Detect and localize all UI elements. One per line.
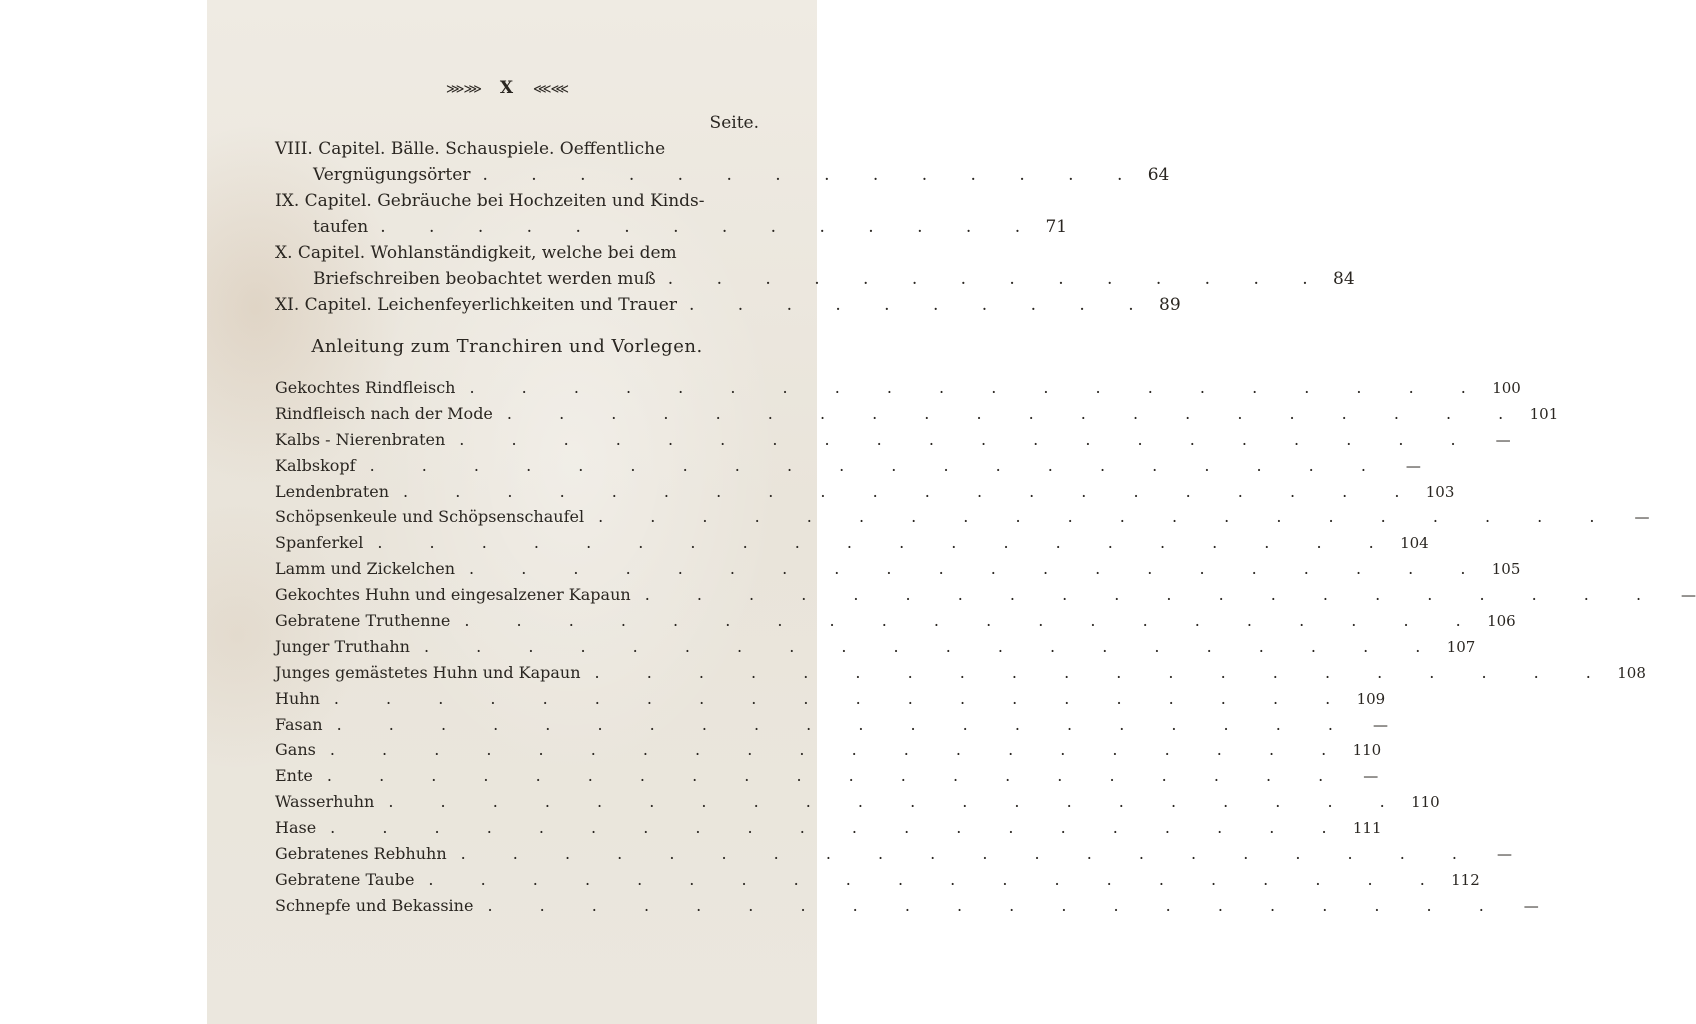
leader-dots: . . . . . . . . . . . . . . . . . . . . [329,740,1348,760]
entry-label: Lendenbraten [275,481,390,501]
chapter-continuation [275,214,1068,240]
entry-page: — [1372,715,1388,734]
entry-page: 106 [1487,612,1516,631]
chapter-page: 84 [1333,269,1355,289]
toc-chapter [275,188,1068,240]
chapter-title: XI. Capitel. Leichenfeyerlichkeiten und Trauer [275,295,677,315]
leader-dots: . . . . . . . . . . . . . . . . . . . . [336,714,1354,734]
chapter-title-cont: Vergnügungsörter [313,165,471,185]
toc-entry [275,479,1455,505]
entry-page: 100 [1492,379,1521,397]
leader-dots: . . . . . . . . . . . . . . [667,269,1327,289]
leader-dots: . . . . . . . . . . . . . . . . . . . . [644,585,1663,605]
entry-page: — [1523,896,1539,915]
entry-page: 105 [1491,560,1521,579]
chapter-continuation [275,162,1170,188]
leader-dots: . . . . . . . . . . [688,295,1153,315]
toc-entry [275,530,1429,556]
leader-dots: . . . . . . . . . . . . . . . . . . . . [388,792,1406,812]
chapter-page: 64 [1147,165,1170,185]
leader-dots: . . . . . . . . . . . . . . . . . . . . [487,895,1505,915]
toc-chapter [275,240,1355,292]
entry-label: Hase [275,818,317,838]
toc-entry [275,789,1440,815]
toc-entry [275,453,1421,479]
entry-label: Gebratenes Rebhuhn [275,844,447,864]
toc-entry [275,375,1521,401]
entry-label: Junger Truthahn [275,636,410,656]
toc-entry [275,608,1516,634]
leader-dots: . . . . . . . . . . . . . . . . . . . . [598,507,1616,527]
entry-label: Rindfleisch nach der Mode [275,403,493,423]
toc-entry [275,504,1650,530]
entry-page: — [1363,767,1379,786]
entry-page: 112 [1451,870,1480,889]
leader-dots: . . . . . . . . . . . . . . . . . . . . [326,766,1345,786]
toc-entry [275,686,1386,712]
entry-page: 107 [1446,637,1476,656]
toc-entry [275,634,1476,660]
entry-label: Ente [275,766,313,786]
chapter-title: VIII. Capitel. Bälle. Schauspiele. Oeffentliche [275,139,666,159]
leader-dots: . . . . . . . . . . . . . . . . . . . . [333,688,1352,708]
leader-dots: . . . . . . . . . . . . . . . . . . . . [423,636,1442,656]
entry-label: Gebratene Taube [275,869,415,889]
toc-entry [275,867,1480,893]
entry-page: — [1405,456,1421,475]
page-header [207,78,807,98]
leader-dots: . . . . . . . . . . . . . . . . . . . . [369,455,1387,475]
ornament-left: ⋙⋙ [445,82,481,97]
toc-entries [275,375,1696,919]
entry-label: Spanferkel [275,533,364,553]
entry-label: Gebratene Truthenne [275,611,451,631]
section-title: Anleitung zum Tranchiren und Vorlegen. [311,336,703,357]
toc-chapter [275,136,1170,188]
entry-page: — [1496,845,1512,864]
toc-entry [275,893,1539,919]
book-page [207,0,1696,1024]
chapter-title-cont: taufen [313,217,369,237]
chapter-title: X. Capitel. Wohlanständigkeit, welche bei dem [275,243,677,263]
page-number: X [499,78,515,98]
entry-label: Gans [275,740,316,760]
toc-entry [275,712,1388,738]
entry-label: Kalbs - Nierenbraten [275,429,446,449]
entry-label: Gekochtes Huhn und eingesalzener Kapaun [275,585,631,605]
entry-label: Gekochtes Rindfleisch [275,378,456,397]
entry-page: 110 [1352,741,1382,760]
leader-dots: . . . . . . . . . . . . . . . . . . . . [469,378,1487,397]
entry-label: Wasserhuhn [275,792,375,812]
toc-entry [275,763,1379,789]
entry-page: 110 [1411,793,1440,812]
entry-page: 111 [1352,819,1382,838]
entry-page: 108 [1617,663,1646,682]
toc-entry [275,582,1696,608]
entry-page: — [1681,586,1696,605]
leader-dots: . . . . . . . . . . . . . . [380,217,1040,237]
entry-label: Kalbskopf [275,455,356,475]
entry-label: Schnepfe und Bekassine [275,895,474,915]
ornament-right: ⋘⋘ [533,82,568,97]
toc-chapter [275,292,1181,318]
entry-label: Lamm und Zickelchen [275,559,456,579]
leader-dots: . . . . . . . . . . . . . . . . . . . . [428,869,1446,889]
leader-dots: . . . . . . . . . . . . . . . . . . . . [460,844,1478,864]
entry-label: Huhn [275,688,320,708]
chapter-title-cont: Briefschreiben beobachtet werden muß [313,269,656,289]
toc-entry [275,427,1511,453]
toc-entry [275,401,1559,427]
toc-entry [275,556,1521,582]
entry-label: Schöpsenkeule und Schöpsenschaufel [275,507,585,527]
leader-dots: . . . . . . . . . . . . . . [482,165,1142,185]
entry-page: 109 [1356,689,1386,708]
chapter-title: IX. Capitel. Gebräuche bei Hochzeiten und Kinds- [275,191,705,211]
entry-page: — [1634,508,1650,527]
entry-page: — [1495,430,1511,449]
leader-dots: . . . . . . . . . . . . . . . . . . . . [506,403,1525,423]
seite-label: Seite. [709,113,759,133]
leader-dots: . . . . . . . . . . . . . . . . . . . . [459,429,1477,449]
chapter-page: 71 [1045,217,1068,237]
entry-page: 104 [1400,534,1429,553]
leader-dots: . . . . . . . . . . . . . . . . . . . . [403,481,1421,501]
entry-page: 103 [1425,482,1455,501]
leader-dots: . . . . . . . . . . . . . . . . . . . . [464,611,1482,631]
toc-entry [275,841,1512,867]
entry-label: Fasan [275,714,323,734]
chapter-line [275,292,1181,318]
chapter-continuation [275,266,1355,292]
toc-entry [275,737,1382,763]
leader-dots: . . . . . . . . . . . . . . . . . . . . [469,559,1487,579]
entry-label: Junges gemästetes Huhn und Kapaun [275,662,581,682]
entry-page: 101 [1529,404,1559,423]
leader-dots: . . . . . . . . . . . . . . . . . . . . [594,662,1612,682]
toc-entry [275,815,1382,841]
leader-dots: . . . . . . . . . . . . . . . . . . . . [377,533,1395,553]
leader-dots: . . . . . . . . . . . . . . . . . . . . [330,818,1348,838]
toc-entry [275,660,1646,686]
chapter-page: 89 [1159,295,1181,315]
